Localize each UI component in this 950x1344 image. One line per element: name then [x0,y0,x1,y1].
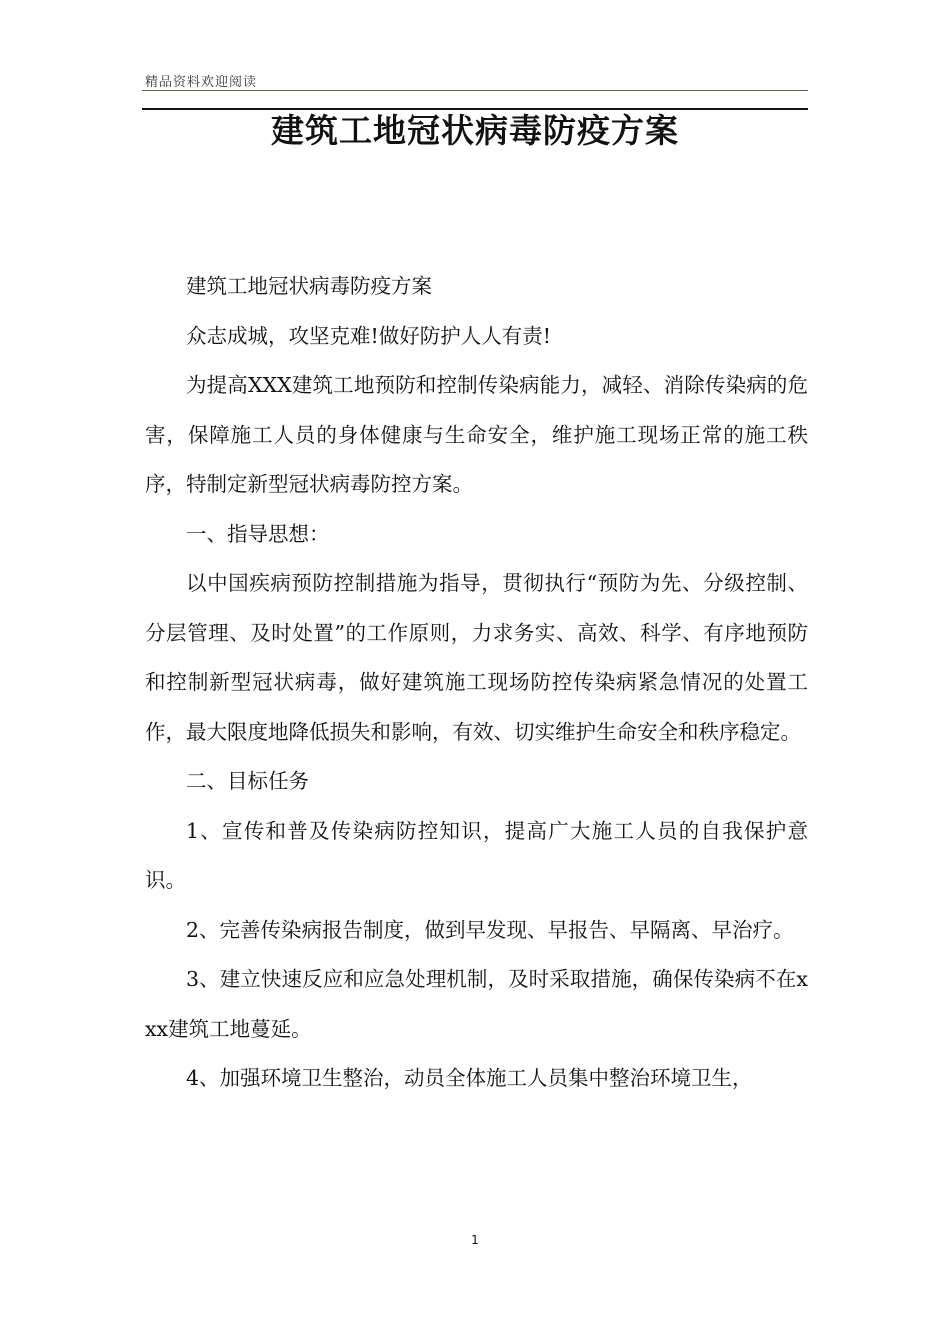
paragraph-intro: 为提高XXX建筑工地预防和控制传染病能力，减轻、消除传染病的危害，保障施工人员的身体健康与生命安全，维护施工现场正常的施工秩序，特制定新型冠状病毒防控方案。 [145,373,808,496]
document-title: 建筑工地冠状病毒防疫方案 [271,111,679,150]
list-item-goal-4: 4、加强环境卫生整治，动员全体施工人员集中整治环境卫生， [186,1066,753,1090]
running-header: 精品资料欢迎阅读 [145,75,258,90]
paragraph-guiding-ideology: 以中国疾病预防控制措施为指导，贯彻执行“预防为先、分级控制、分层管理、及时处置”的工作原则，力求务实、高效、科学、有序地预防和控制新型冠状病毒，做好建筑施工现场防控传染病紧急情况的处置工作，最大限度地降低损失和影响，有效、切实维护生命安全和秩序稳定。 [145,571,808,744]
section-heading-goals: 二、目标任务 [186,769,309,793]
paragraph-subtitle: 建筑工地冠状病毒防疫方案 [186,274,432,298]
list-item-goal-2: 2、完善传染病报告制度，做到早发现、早报告、早隔离、早治疗。 [186,917,794,942]
page-number: 1 [471,1233,479,1247]
section-heading-guiding-ideology: 一、指导思想： [186,521,330,546]
list-item-goal-1: 1、宣传和普及传染病防控知识，提高广大施工人员的自我保护意识。 [145,818,808,892]
paragraph-slogan: 众志成城，攻坚克难!做好防护人人有责! [186,323,551,348]
header-rule-thin [142,90,808,91]
list-item-goal-3: 3、建立快速反应和应急处理机制，及时采取措施，确保传染病不在xxx建筑工地蔓延。 [145,967,808,1041]
document-body [145,262,808,1104]
